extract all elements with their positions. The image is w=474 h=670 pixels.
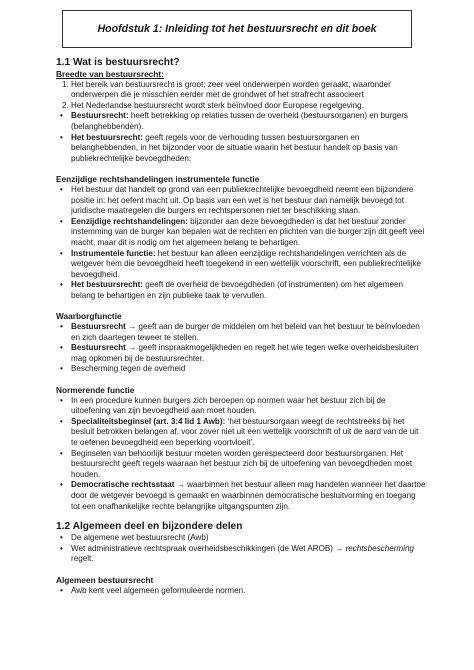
list-item: [71, 322, 426, 343]
list-item: [71, 343, 426, 364]
term: Het bestuursrecht:: [71, 280, 143, 290]
item-text: → waarbinnen het bestuur alleen mag handelen wanneer het daartoe door de wetgever bevoegd is gemaakt en waarbinnen democratische besluitvorming en toegang tot een onafhankelijke rechte belangrijke uitgangspunten zijn.: [71, 480, 426, 511]
item-text: het bestuur kan alleen eenzijdige rechtshandelingen verrichten als de wetgever hem die bevoegdheid heeft toegekend in een wettelijk voorschrift, een publiekrechtelijke bevoegdheid.: [71, 248, 422, 279]
subheading-normerend: Normerende functie: [56, 385, 135, 396]
breedte-list: [56, 80, 426, 112]
term: Het bestuursrecht:: [71, 132, 143, 142]
item-text-after: regelt.: [71, 554, 94, 564]
item-text: Beginselen van behoorlijk bestuur moeten worden gerespecteerd door bestuursorganen. Het bestuursrecht geeft regels waaraan het bestuur zich bij de uitoefening van bevoegdheden moet houden.: [71, 448, 413, 479]
term: Bestuursrecht: [71, 343, 126, 353]
item-text: ‘het bestuursorgaan weegt de rechtstreeks bij het besluit betrokken belangen af, voor zover niet uit een wettelijk voorschrift of uit de aard van de uit te oefenen bevoegdheid een beperking voortvloeit’.: [71, 416, 419, 447]
list-item: [71, 544, 426, 565]
list-item: [71, 111, 426, 132]
subheading-breedte: Breedte van bestuursrecht:: [56, 69, 164, 79]
term: Instrumentele functie:: [71, 248, 156, 258]
item-text: → geeft inspraakmogelijkheden en regelt het wie tegen welke overheidsbesluiten mag opkomen bij de bestuursrechter.: [71, 343, 419, 363]
definition-text: geeft regels voor de verhouding tussen bestuursorganen en belanghebbenden, in het bijzonder voor de situatie waarin het bestuur handelt op basis van publiekrechtelijke bevoegdheden.: [71, 132, 398, 163]
chapter-title: Hoofdstuk 1: Inleiding tot het bestuursrecht en dit boek: [97, 23, 377, 35]
list-item: [71, 417, 426, 449]
list-item: 2. Het Nederlandse bestuursrecht wordt sterk beïnvloed door Europese regelgeving.: [71, 101, 426, 112]
term: Eenzijdige rechtshandelingen:: [71, 216, 188, 226]
list-item: [71, 185, 426, 217]
item-text: Bescherming tegen de overheid: [71, 364, 186, 374]
section-1-2-list: [56, 533, 426, 565]
item-text: → geeft aan de burger de middelen om het beleid van het bestuur te beïnvloeden en zich daartegen teweer te stellen.: [71, 322, 420, 342]
item-text: Het bestuur dat handelt op grond van een publiekrechtelijke bevoegdheid neemt een bijzondere positie in: het oefent macht uit. Op basis van een wet is het bestuur dan namelijk bevoegd tot juridische maatregelen die burgers en rechtspersonen niet ter beschikking staan.: [71, 184, 414, 216]
term: Bestuursrecht:: [71, 111, 129, 121]
section-heading-1-1: 1.1 Wat is bestuursrecht?: [56, 57, 180, 68]
list-item: [71, 449, 426, 481]
section-heading-1-2: 1.2 Algemeen deel en bijzondere delen: [56, 521, 243, 533]
list-item: [71, 364, 426, 375]
list-item: • Awb kent veel algemeen geformuleerde normen.: [71, 586, 426, 597]
list-item: 1. Het bereik van bestuursrecht is groot; zeer veel onderwerpen worden geraakt, waaronder onderwerpen die je misschien eerder met de grondwet of het strafrecht associeert: [71, 80, 426, 101]
list-item: [71, 480, 426, 512]
term: Bestuursrecht: [71, 322, 126, 332]
item-emphasis: rechtsbescherming: [345, 543, 414, 553]
normerend-list: [56, 396, 426, 513]
eenzijdig-list: [56, 185, 426, 302]
subheading-eenzijdig: Eenzijdige rechtshandelingen instrumentele functie: [56, 174, 260, 185]
document-body: [56, 55, 426, 596]
list-item: [71, 133, 426, 165]
item-text: In een procedure kunnen burgers zich beroepen op normen waar het bestuur zich bij de uitoefening van zijn bevoegdheid aan moet houden.: [71, 395, 386, 416]
term: Democratische rechtsstaat: [71, 480, 175, 490]
item-text: geeft de overheid de bevoegdheden (of instrumenten) om het algemeen belang te behartigen en zijn publieke taak te vervullen.: [71, 280, 404, 300]
item-text: bijzonder aan deze bevoegdheden is dat het bestuur zonder instemming van de burger kan bepalen wat de rechten en plichten van die burger zijn dit geeft veel macht, maar dit is nodig om het algemeen belang te behartigen.: [71, 216, 425, 247]
chapter-title-box: [62, 10, 412, 48]
subheading-algemeen: Algemeen bestuursrecht: [56, 574, 154, 585]
item-text: Wet administratieve rechtspraak overheidsbeschikkingen (de Wet AROB) →: [71, 543, 346, 553]
list-item: [71, 396, 426, 417]
algemeen-list: [56, 586, 426, 597]
item-text: De algemene wet bestuursrecht (Awb): [71, 533, 209, 543]
subheading-waarborg: Waarborgfunctie: [56, 311, 122, 322]
definition-text: heeft betrekking op relaties tussen de overheid (bestuursorganen) en burgers (belanghebbenden).: [71, 111, 408, 131]
definitions-list: [56, 111, 426, 164]
list-item: [71, 280, 426, 301]
term: Specialiteitsbeginsel (art. 3:4 lid 1 Awb):: [71, 416, 226, 426]
list-item: [71, 217, 426, 249]
list-item: [71, 249, 426, 281]
list-item: [71, 533, 426, 544]
waarborg-list: [56, 322, 426, 375]
